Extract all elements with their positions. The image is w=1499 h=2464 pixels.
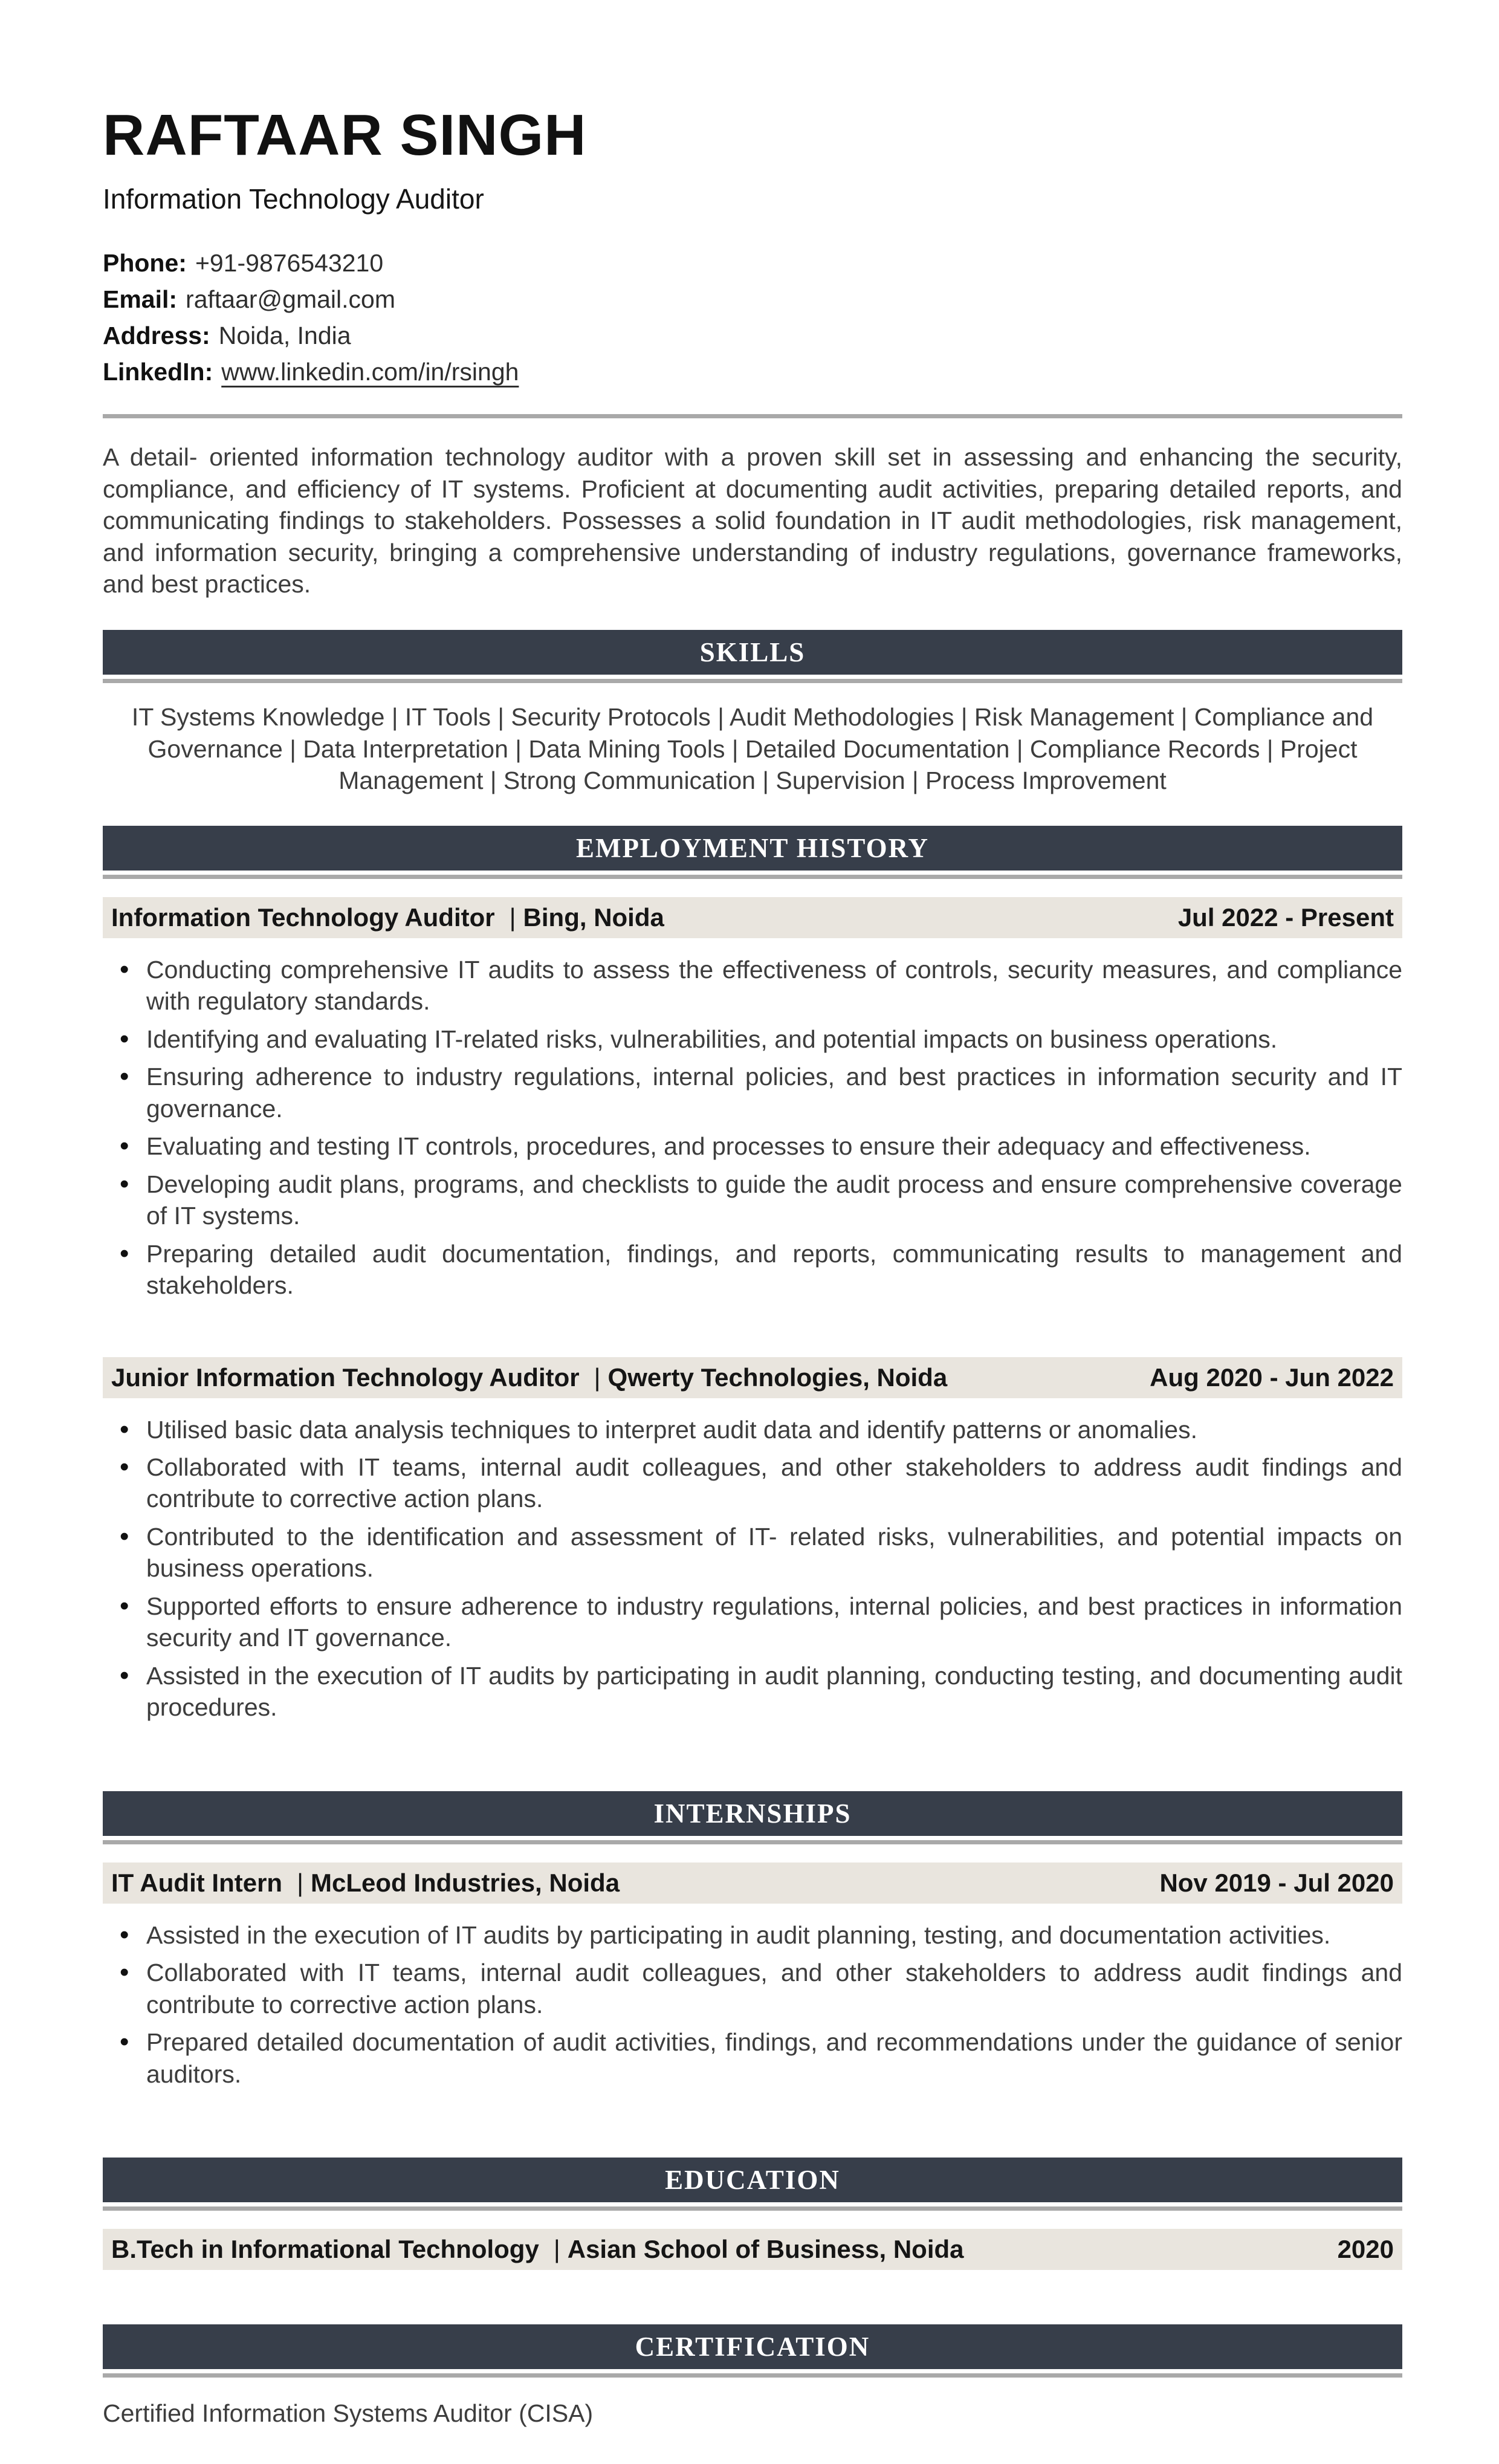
bullet-item: • Identifying and evaluating IT-related risks, vulnerabilities, and potential impacts on business operations.: [103, 1023, 1402, 1055]
job-dates: Aug 2020 - Jun 2022: [1150, 1363, 1394, 1392]
school-name: Asian School of Business, Noida: [567, 2235, 964, 2264]
skills-list: IT Systems Knowledge | IT Tools | Security Protocols | Audit Methodologies | Risk Management | Compliance and Governance | Data Interpretation | Data Mining Tools | Detailed Documentation | Compliance Records | Project Management | Strong Communication | Supervision | Process Improvement: [131, 703, 1374, 795]
education-entry: [103, 2229, 1402, 2270]
job-separator: |: [297, 1868, 303, 1897]
skills-section-bar: [103, 630, 1402, 675]
job-title-company: [111, 903, 664, 932]
contact-phone-row: [103, 247, 1402, 279]
job-bullets: [103, 1414, 1402, 1723]
job-title: IT Audit Intern: [111, 1868, 283, 1897]
bullet-item: • Evaluating and testing IT controls, procedures, and processes to ensure their adequacy and effectiveness.: [103, 1130, 1402, 1162]
section-internships: [103, 1791, 1402, 2090]
job-bullets: [103, 954, 1402, 1302]
candidate-name: RAFTAAR SINGH: [103, 103, 587, 167]
job-title-company: [111, 1869, 620, 1898]
certification-item: Certified Information Systems Auditor (CISA): [103, 2399, 594, 2428]
phone-value: +91-9876543210: [195, 248, 384, 277]
header-divider: [103, 414, 1402, 418]
address-value: Noida, India: [218, 321, 351, 349]
section-education: [103, 2158, 1402, 2270]
bullet-item: • Conducting comprehensive IT audits to assess the effectiveness of controls, security measures, and compliance with regulatory standards.: [103, 954, 1402, 1017]
job-header-bar: [103, 897, 1402, 938]
bullet-item: • Prepared detailed documentation of audit activities, findings, and recommendations under the guidance of senior auditors.: [103, 2026, 1402, 2090]
bullet-item: • Supported efforts to ensure adherence to industry regulations, internal policies, and best practices in information security and IT governance.: [103, 1590, 1402, 1654]
employment-section-rule: [103, 875, 1402, 879]
internships-section-bar: [103, 1791, 1402, 1836]
bullet-item: • Collaborated with IT teams, internal audit colleagues, and other stakeholders to address audit findings and contribute to corrective action plans.: [103, 1957, 1402, 2020]
education-dates: 2020: [1337, 2235, 1394, 2264]
job-entry: [103, 1357, 1402, 1723]
employment-section-bar: [103, 826, 1402, 871]
job-title: Junior Information Technology Auditor: [111, 1363, 580, 1392]
professional-summary: A detail- oriented information technology auditor with a proven skill set in assessing and enhancing the security, compliance, and efficiency of IT systems. Proficient at documenting audit activities, preparing detailed reports, and communicating findings to stakeholders. Possesses a solid foundation in IT audit methodologies, risk management, and information security, bringing a comprehensive understanding of industry regulations, governance frameworks, and best practices.: [103, 443, 1402, 598]
section-certification: [103, 2324, 1402, 2428]
skills-section-rule: [103, 679, 1402, 683]
internships-section-rule: [103, 1840, 1402, 1844]
degree-title: B.Tech in Informational Technology: [111, 2235, 539, 2264]
job-separator: |: [509, 903, 516, 932]
section-skills: [103, 630, 1402, 796]
address-label: Address:: [103, 321, 210, 349]
section-employment: [103, 826, 1402, 1723]
job-header-bar: [103, 1863, 1402, 1904]
internships-heading: INTERNSHIPS: [653, 1798, 852, 1829]
bullet-item: • Ensuring adherence to industry regulations, internal policies, and best practices in information security and IT governance.: [103, 1061, 1402, 1124]
certification-section-rule: [103, 2373, 1402, 2378]
job-bullets: [103, 1919, 1402, 2090]
job-company: Qwerty Technologies, Noida: [607, 1363, 948, 1392]
job-title: Information Technology Auditor: [111, 903, 495, 932]
contact-address-row: [103, 320, 1402, 351]
degree-school: [111, 2235, 964, 2264]
bullet-item: • Developing audit plans, programs, and checklists to guide the audit process and ensure comprehensive coverage of IT systems.: [103, 1169, 1402, 1232]
contact-block: [103, 247, 1402, 387]
linkedin-label: LinkedIn:: [103, 358, 213, 386]
bullet-item: • Collaborated with IT teams, internal audit colleagues, and other stakeholders to address audit findings and contribute to corrective action plans.: [103, 1451, 1402, 1515]
email-value: raftaar@gmail.com: [186, 285, 395, 313]
certification-section-bar: [103, 2324, 1402, 2369]
job-company: McLeod Industries, Noida: [311, 1868, 620, 1897]
education-section-rule: [103, 2206, 1402, 2211]
phone-label: Phone:: [103, 248, 187, 277]
job-entry: [103, 897, 1402, 1302]
job-header-bar: [103, 1357, 1402, 1398]
email-label: Email:: [103, 285, 178, 313]
job-separator: |: [594, 1363, 601, 1392]
job-dates: Nov 2019 - Jul 2020: [1159, 1868, 1394, 1897]
employment-heading: EMPLOYMENT HISTORY: [575, 832, 930, 863]
job-dates: Jul 2022 - Present: [1177, 903, 1394, 932]
resume-header: [103, 104, 1402, 387]
education-header-bar: [103, 2229, 1402, 2270]
bullet-item: • Assisted in the execution of IT audits by participating in audit planning, conducting testing, and documenting audit procedures.: [103, 1660, 1402, 1723]
linkedin-link[interactable]: www.linkedin.com/in/rsingh: [221, 358, 519, 386]
bullet-item: • Utilised basic data analysis techniques to interpret audit data and identify patterns or anomalies.: [103, 1414, 1402, 1445]
job-company: Bing, Noida: [523, 903, 664, 932]
skills-heading: SKILLS: [699, 637, 806, 668]
job-separator: |: [553, 2235, 560, 2264]
education-heading: EDUCATION: [665, 2165, 840, 2196]
bullet-item: • Contributed to the identification and assessment of IT- related risks, vulnerabilities, and potential impacts on business operations.: [103, 1521, 1402, 1584]
bullet-item: • Preparing detailed audit documentation, findings, and reports, communicating results to management and stakeholders.: [103, 1238, 1402, 1302]
contact-email-row: [103, 284, 1402, 315]
contact-linkedin-row: [103, 356, 1402, 387]
certification-heading: CERTIFICATION: [635, 2332, 870, 2362]
internship-entry: [103, 1863, 1402, 2090]
job-title-company: [111, 1363, 947, 1392]
candidate-job-title: Information Technology Auditor: [103, 183, 484, 215]
bullet-item: • Assisted in the execution of IT audits by participating in audit planning, testing, and documentation activities.: [103, 1919, 1402, 1951]
education-section-bar: [103, 2158, 1402, 2202]
